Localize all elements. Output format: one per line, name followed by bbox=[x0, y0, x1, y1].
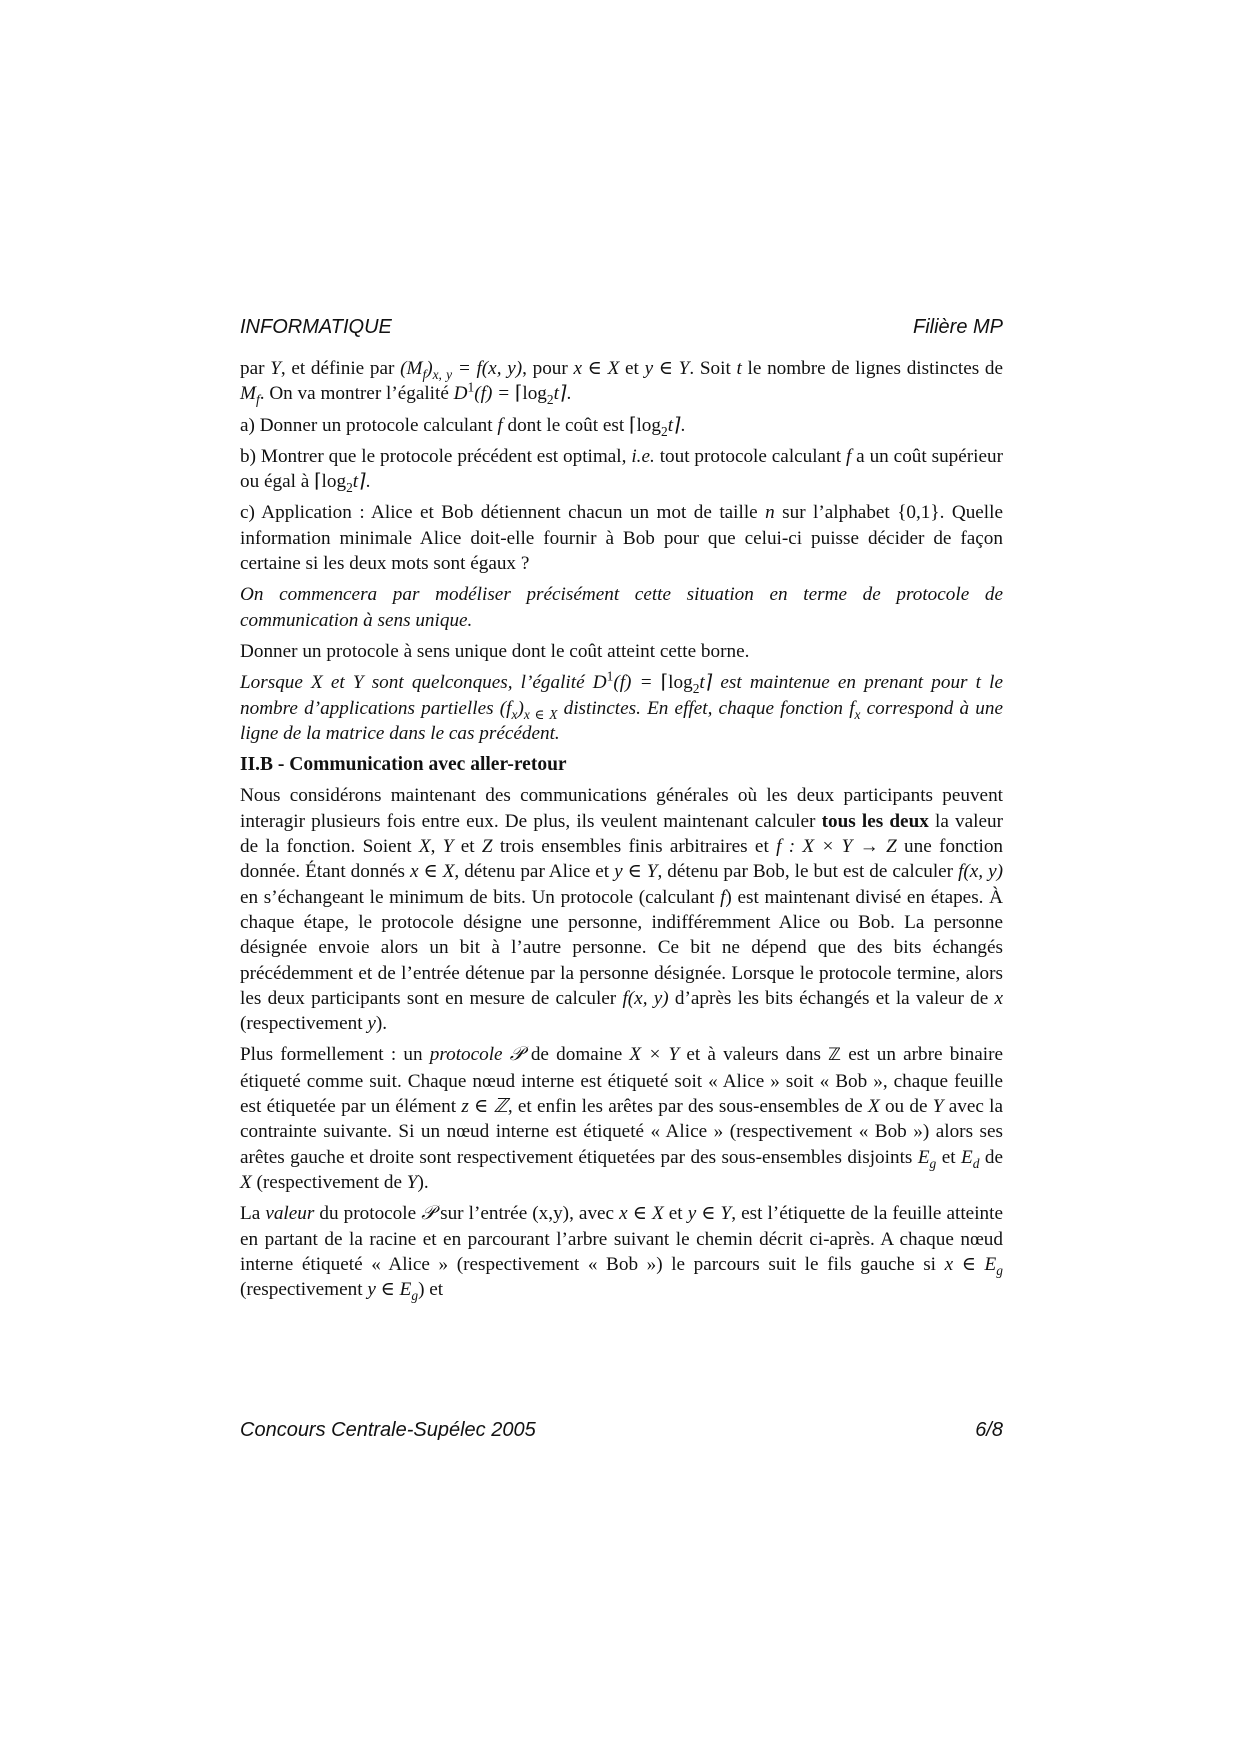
page-content bbox=[240, 356, 1003, 1308]
question-a: a) Donner un protocole calculant f dont le coût est $⌈\log_2t⌉$. bbox=[240, 414, 686, 439]
paragraph-one-way: Donner un protocole à sens unique dont le coût atteint cette borne. bbox=[240, 640, 750, 662]
footer-page-number: 6/8 bbox=[975, 1419, 1003, 1441]
paragraph-matrix-definition: par Y, et définie par $(M_f)_{x, y} = f(x$, y), pour x ∈ X et y ∈ Y. Soit t le nombre de lignes distinctes de $M_f$. On va montrer l’égalité $D^1(f)$ = $⌈\log_2t⌉$. bbox=[240, 358, 1003, 408]
paragraph-general-communication: Nous considérons maintenant des communications générales où les deux participants peuvent interagir plusieurs fois entre eux. De plus, ils veulent maintenant calculer tous les deux la valeur de la fonction. Soient X, Y et Z trois ensembles finis arbitraires et f : X × Y → Z une fonction donnée. Étant donnés x ∈ X, détenu par Alice et y ∈ Y, détenu par Bob, le but est de calculer f(x, y) en s’échangeant le minimum de bits. Un protocole (calculant f) est maintenant divisé en étapes. À chaque étape, le protocole désigne une personne, indifféremment Alice ou Bob. La personne désignée envoie alors un bit à l’autre personne. Ce bit ne dépend que des bits échangés précédemment et de l’entrée détenue par la personne désignée. Lorsque le protocole termine, alors les deux participants sont en mesure de calculer f(x, y) d’après les bits échangés et la valeur de x (respectivement y). bbox=[240, 785, 1004, 1035]
header-subject: INFORMATIQUE bbox=[240, 316, 392, 338]
question-c: c) Application : Alice et Bob détiennent chacun un mot de taille n sur l’alphabet {0,1}. Quelle information minimale Alice doit-elle fournir à Bob pour que celui-ci puisse décider de façon certaine si les deux mots sont égaux ? bbox=[240, 502, 1003, 575]
page-header bbox=[240, 316, 1003, 339]
header-track: Filière MP bbox=[912, 316, 1003, 338]
paragraph-protocol-value: La valeur du protocole 𝒫 sur l’entrée (x,y), avec x ∈ X et y ∈ Y, est l’étiquette de la feuille atteinte en partant de la racine et en parcourant l’arbre suivant le chemin décrit ci-après. A chaque nœud interne étiqueté « Alice » (respectivement « Bob ») le parcours suit le fils gauche si x ∈ $E_g$ (respectivement y ∈ $E_g$) et bbox=[240, 1203, 1003, 1303]
hint-model: On commencera par modéliser précisément cette situation en terme de protocole de communication à sens unique. bbox=[240, 584, 1003, 631]
paragraph-protocol-definition: Plus formellement : un protocole 𝒫 de domaine X × Y et à valeurs dans ℤ est un arbre binaire étiqueté comme suit. Chaque nœud interne est étiqueté soit « Alice » soit « Bob », chaque feuille est étiquetée par un élément z ∈ ℤ, et enfin les arêtes par des sous-ensembles de X ou de Y avec la contrainte suivante. Si un nœud interne est étiqueté « Alice » (respectivement « Bob ») alors ses arêtes gauche et droite sont respectivement étiquetées par des sous-ensembles disjoints $E_g$ et $E_d$ de X (respectivement de Y). bbox=[240, 1044, 1003, 1193]
footer-competition: Concours Centrale-Supélec 2005 bbox=[240, 1419, 536, 1441]
section-title: II.B - Communication avec aller-retour bbox=[240, 754, 567, 776]
page-footer bbox=[240, 1419, 1003, 1442]
remark-general: Lorsque X et Y sont quelconques, l’égalité $D^1(f)$ = $⌈\log_2t⌉$ est maintenue en prenant pour t le nombre d’applications partielles $(f_x)_{x \in X}$ distinctes. En effet, chaque fonction $f_x$ correspond à une ligne de la matrice dans le cas précédent. bbox=[240, 668, 1003, 744]
question-b: b) Montrer que le protocole précédent est optimal, i.e. tout protocole calculant f a un coût supérieur ou égal à $⌈\log_2t⌉$. bbox=[240, 445, 1003, 496]
